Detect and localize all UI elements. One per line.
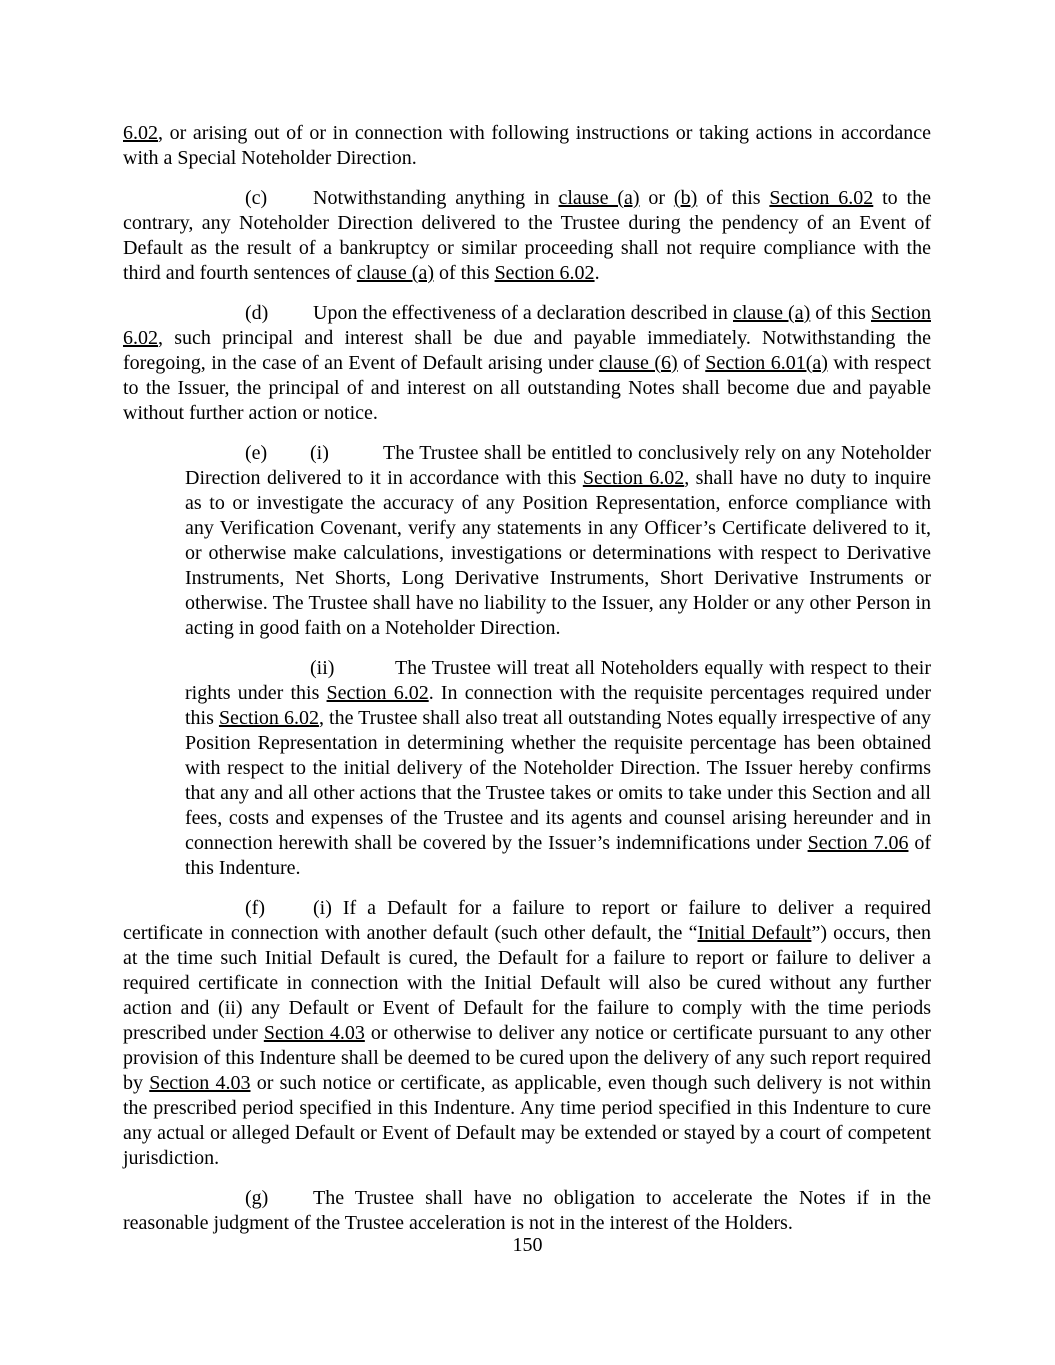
defined-term: Initial Default (697, 922, 812, 944)
section-reference: clause (6) (598, 352, 678, 374)
document-body (123, 121, 931, 1236)
paragraph-f (123, 896, 931, 1171)
text-run: The Trustee shall be entitled to conclusively rely on any Noteholder Direction delivered to it in accordance with this (185, 442, 931, 489)
paragraph-e-i (185, 441, 931, 641)
paragraph-e-ii (185, 656, 931, 881)
page-number: 150 (512, 1234, 543, 1256)
text-run: , shall have no duty to inquire as to or investigate the accuracy of any Position Representation, enforce compliance with any Verification Covenant, verify any statements in any Officer’s Certificate delivered to it, or otherwise make calculations, investigations or determinations with respect to Derivative Instruments, Net Shorts, Long Derivative Instruments, Short Derivative Instruments or otherwise. The Trustee shall have no liability to the Issuer, any Holder or any other Person in acting in good faith on a Noteholder Direction. (185, 467, 931, 639)
paragraph-label: (f) (245, 897, 265, 919)
text-run: Upon the effectiveness of a declaration described in (313, 302, 733, 324)
paragraph-label: (g) (245, 1187, 269, 1209)
text-run: , such principal and interest shall be due and payable immediately. Notwithstanding the foregoing, in the case of an Event of Default arising under (123, 327, 931, 374)
section-reference: clause (a) (356, 262, 434, 284)
paragraph-d (123, 301, 931, 426)
text-run: ”) occurs, then at the time such Initial Default is cured, the Default for a failure to report or failure to deliver a required certificate in connection with the Initial Default will also be cured without any further action and (ii) any Default or Event of Default for the failure to comply with the time periods prescribed under (123, 922, 931, 1044)
section-reference: Section 4.03 (263, 1022, 365, 1044)
text-run: with respect to the Issuer, the principal of and interest on all outstanding Notes shall become due and payable without further action or notice. (123, 352, 931, 424)
text-run: of (677, 352, 706, 374)
text-run: . (594, 262, 600, 284)
text-run: , or arising out of or in connection with following instructions or taking actions in accordance with a Special Noteholder Direction. (123, 122, 931, 169)
paragraph-label: (d) (245, 302, 269, 324)
paragraph-c (123, 186, 931, 286)
text-run: (i) If a Default for a failure to report or failure to deliver a required certificate in connection with another default (such other default, the “ (123, 897, 931, 944)
section-reference: Section 6.01(a) (705, 352, 828, 374)
section-reference: Section 6.02 (326, 682, 429, 704)
text-run: of this (697, 187, 770, 209)
paragraph-label: (e) (245, 442, 268, 464)
text-run: or (639, 187, 674, 209)
section-reference: clause (a) (558, 187, 640, 209)
text-run: The Trustee will treat all Noteholders equally with respect to their rights under this (185, 657, 931, 704)
paragraph-g (123, 1186, 931, 1236)
paragraph-intro-continuation (123, 121, 931, 171)
text-run: or otherwise to deliver any notice or certificate pursuant to any other provision of this Indenture shall be deemed to be cured upon the delivery of any such report required by (123, 1022, 932, 1094)
section-reference: Section 6.02 (582, 467, 685, 489)
text-run: The Trustee shall have no obligation to accelerate the Notes if in the reasonable judgment of the Trustee acceleration is not in the interest of the Holders. (123, 1187, 931, 1234)
paragraph-label: (c) (245, 187, 268, 209)
section-reference: clause (a) (733, 302, 811, 324)
paragraph-label: (ii) (310, 657, 335, 679)
text-run: . In connection with the requisite percentages required under this (185, 682, 931, 729)
text-run: of this (434, 262, 495, 284)
section-reference: Section 6.02 (494, 262, 595, 284)
text-run: , the Trustee shall also treat all outstanding Notes equally irrespective of any Position Representation in determining whether the requisite percentage has been obtained with respect to the initial delivery of the Noteholder Direction. The Issuer hereby confirms that any and all other actions that the Trustee takes or omits to take under this Section and all fees, costs and expenses of the Trustee and its agents and counsel arising hereunder and in connection herewith shall be covered by the Issuer’s indemnifications under (185, 707, 931, 854)
text-run: of this Indenture. (185, 832, 931, 879)
text-run: Notwithstanding anything in (313, 187, 559, 209)
section-reference: Section 4.03 (149, 1072, 251, 1094)
text-run: to the contrary, any Noteholder Direction delivered to the Trustee during the pendency of an Event of Default as the result of a bankruptcy or similar proceeding shall not require compliance with the third and fourth sentences of (123, 187, 931, 284)
section-reference: Section 6.02 (123, 302, 931, 349)
paragraph-label: (i) (310, 442, 329, 464)
text-run: of this (810, 302, 871, 324)
section-reference: Section 6.02 (769, 187, 874, 209)
section-reference: (b) (673, 187, 698, 209)
section-reference: 6.02 (123, 122, 158, 144)
section-reference: Section 6.02 (218, 707, 319, 729)
section-reference: Section 7.06 (807, 832, 909, 854)
text-run: or such notice or certificate, as applicable, even though such delivery is not within the prescribed period specified in this Indenture. Any time period specified in this Indenture to cure any actual or alleged Default or Event of Default may be extended or stayed by a court of competent jurisdiction. (123, 1072, 931, 1169)
